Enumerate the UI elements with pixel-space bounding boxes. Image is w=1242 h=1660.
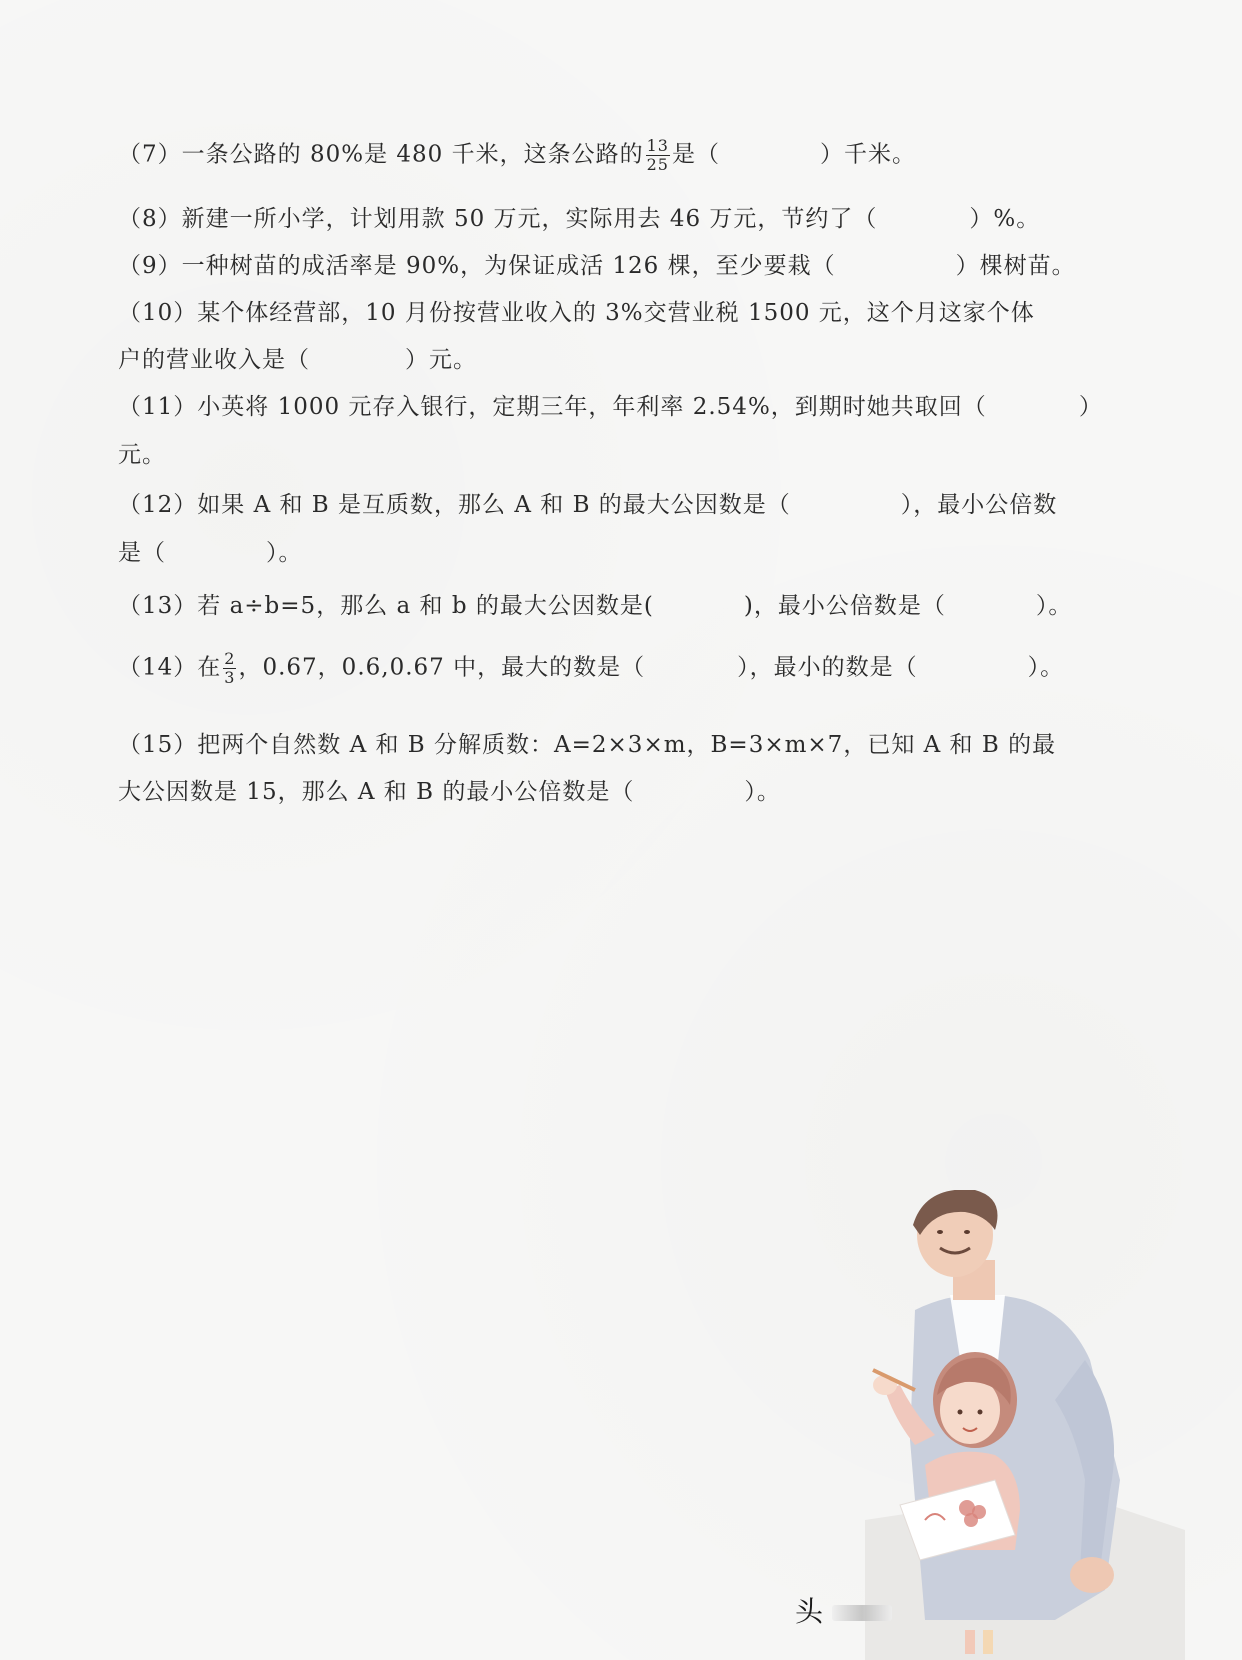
q12-text-a: （12）如果 A 和 B 是互质数，那么 A 和 B 的最大公因数是（	[118, 492, 791, 518]
q13-text-c: ）。	[1035, 593, 1073, 619]
q14-text-d: ），最小的数是（	[737, 654, 918, 681]
watermark-bar	[832, 1605, 892, 1621]
q7-text-a: （7）一条公路的 80%是 480 千米，这条公路的	[118, 141, 644, 168]
question-8	[118, 204, 1128, 234]
q14-text-c: ）。	[1027, 654, 1065, 681]
watermark-text: 头	[795, 1595, 824, 1628]
drawing-dot-3	[964, 1513, 978, 1527]
question-15	[118, 730, 1128, 760]
father-eye-right	[964, 1230, 970, 1234]
question-15-line2	[118, 777, 1128, 807]
question-10	[118, 298, 1128, 328]
q13-text-a: （13）若 a÷b=5，那么 a 和 b 的最大公因数是(	[118, 593, 654, 619]
father-daughter-illustration	[855, 1190, 1185, 1660]
q15-text-a: 大公因数是 15，那么 A 和 B 的最小公倍数是（	[118, 779, 635, 805]
q7-fraction-numerator: 13	[646, 136, 669, 155]
question-14	[118, 650, 1128, 687]
question-9	[118, 251, 1128, 281]
q9-text-c: ）棵树苗。	[955, 253, 1076, 279]
girl-eye-right	[978, 1410, 983, 1415]
q15-text-c: ）。	[744, 779, 781, 805]
q7-fraction-denominator: 25	[646, 155, 669, 174]
q8-text-a: （8）新建一所小学，计划用款 50 万元，实际用去 46 万元，节约了（	[118, 206, 878, 232]
question-11-line2	[118, 440, 1128, 470]
q12-text-line2-c: ）。	[266, 540, 303, 566]
q11-text-a: （11）小英将 1000 元存入银行，定期三年，年利率 2.54%，到期时她共取回（	[118, 394, 987, 420]
q10-text-c: ）元。	[405, 347, 477, 373]
girl-eye-left	[958, 1410, 963, 1415]
question-12-line2	[118, 538, 1128, 568]
question-7	[118, 137, 1128, 174]
question-12	[118, 490, 1128, 520]
q7-fraction	[646, 137, 670, 174]
q10-text-line1: （10）某个体经营部，10 月份按营业收入的 3%交营业税 1500 元，这个月这家个体	[118, 300, 1035, 326]
father-hand	[1070, 1557, 1114, 1593]
q7-text-b: 是（	[671, 141, 720, 168]
crayon-1	[965, 1630, 975, 1654]
question-11	[118, 392, 1128, 422]
q11-text-line2: 元。	[118, 442, 166, 468]
q14-text-a: （14）在	[118, 654, 222, 681]
q12-text-c: ），最小公倍数	[900, 492, 1058, 518]
question-10-line2	[118, 345, 1128, 375]
crayon-2	[983, 1630, 993, 1654]
q9-text-a: （9）一种树苗的成活率是 90%，为保证成活 126 棵，至少要栽（	[118, 253, 836, 279]
q15-text-line1: （15）把两个自然数 A 和 B 分解质数：A=2×3×m，B=3×m×7，已知 A 和 B 的最	[118, 732, 1057, 758]
q14-fraction	[223, 650, 236, 687]
q14-fraction-denominator: 3	[224, 668, 236, 687]
q10-text-a: 户的营业收入是（	[118, 347, 310, 373]
q7-text-c: ）千米。	[819, 141, 916, 168]
q8-text-c: ）%。	[969, 206, 1041, 232]
question-13	[118, 591, 1128, 621]
q13-text-b: )，最小公倍数是（	[743, 593, 946, 619]
father-eye-left	[937, 1230, 943, 1234]
q11-text-c: ）	[1078, 394, 1103, 420]
q14-text-b: ，0.67，0.6,0.67 中，最大的数是（	[238, 654, 646, 681]
q14-fraction-numerator: 2	[224, 649, 236, 668]
q12-text-line2-a: 是（	[118, 540, 166, 566]
